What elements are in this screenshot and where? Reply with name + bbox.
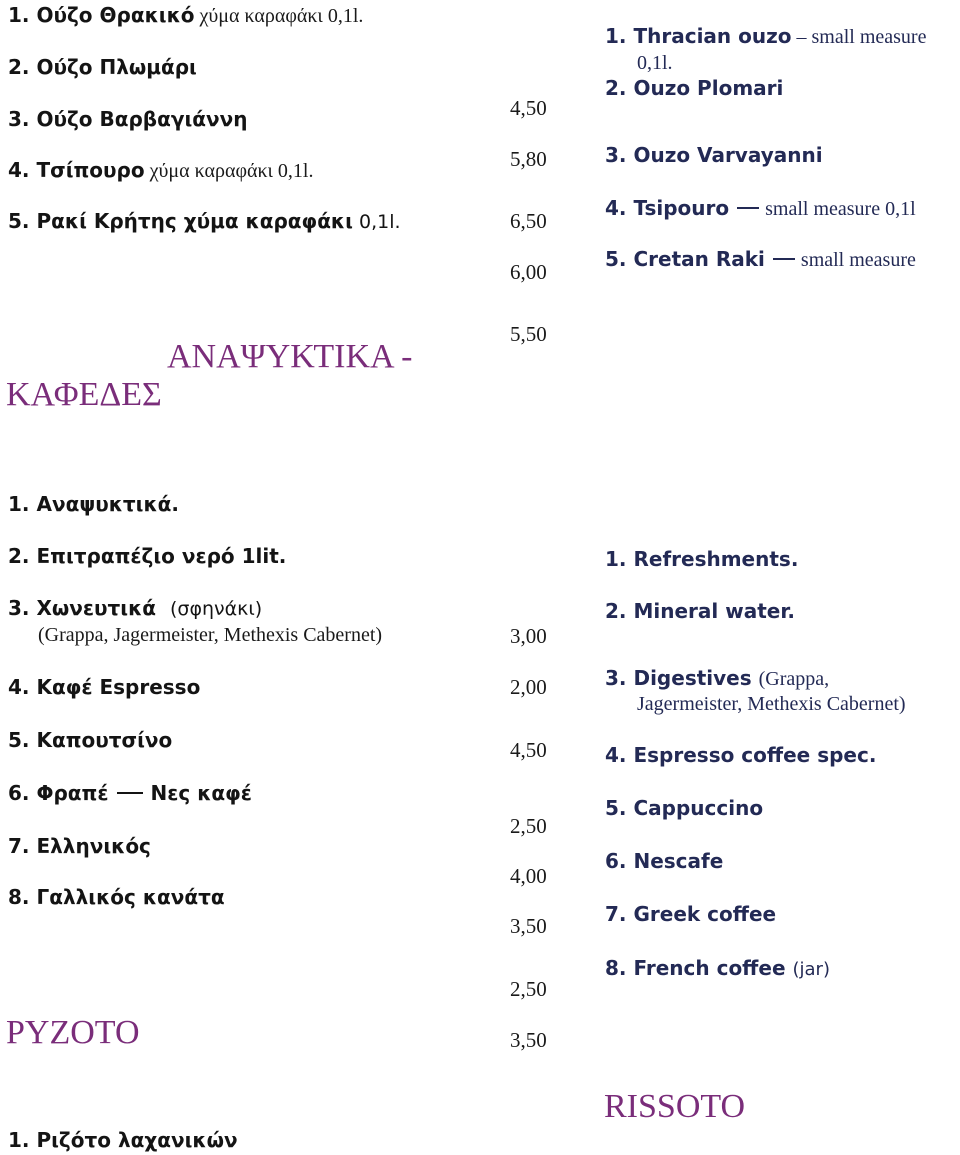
menu-item-en: 5. Cappuccino [605, 796, 764, 820]
menu-item-en: 6. Nescafe [605, 849, 724, 873]
menu-item-en: 4. Espresso coffee spec. [605, 743, 877, 767]
menu-item-gr: 5. Ρακί Κρήτης χύμα καραφάκι 0,1l. [8, 209, 401, 233]
section-heading: ΡΥΖΟΤΟ [6, 1014, 140, 1051]
menu-item-gr: 7. Ελληνικός [8, 834, 151, 858]
menu-item-gr: 1. Ούζο Θρακικό χύμα καραφάκι 0,1l. [8, 3, 364, 27]
menu-item-gr: 6. Φραπέ Νες καφέ [8, 781, 252, 805]
menu-item-gr: 1. Ριζότο λαχανικών [8, 1128, 238, 1152]
menu-item-gr: 5. Καπουτσίνο [8, 728, 173, 752]
menu-item-gr: 4. Τσίπουρο χύμα καραφάκι 0,1l. [8, 158, 314, 182]
price: 3,00 [510, 624, 547, 648]
menu-item-gr: 4. Καφέ Espresso [8, 675, 201, 699]
price: 2,50 [510, 814, 547, 838]
menu-item-en: 5. Cretan Raki small measure [605, 247, 916, 271]
menu-item-en: 2. Ouzo Plomari [605, 76, 784, 100]
menu-item-gr: 3. Χωνευτικά (σφηνάκι) [8, 596, 263, 620]
menu-item-en-sub: Jagermeister, Methexis Cabernet) [637, 693, 906, 715]
menu-item-gr: 1. Αναψυκτικά. [8, 492, 180, 516]
price: 4,00 [510, 864, 547, 888]
price: 6,50 [510, 209, 547, 233]
price: 3,50 [510, 1028, 547, 1052]
menu-item-en: 3. Digestives (Grappa, [605, 666, 830, 690]
menu-item-en: 4. Tsipouro small measure 0,1l [605, 196, 916, 220]
section-heading: ΚΑΦΕΔΕΣ [6, 376, 162, 413]
menu-item-gr: 8. Γαλλικός κανάτα [8, 885, 225, 909]
menu-item-gr: 2. Ούζο Πλωμάρι [8, 55, 197, 79]
menu-item-en-note: 0,1l. [637, 52, 673, 74]
section-heading: ΑΝΑΨΥΚΤΙΚΑ - [167, 338, 413, 375]
menu-item-en: 3. Ouzo Varvayanni [605, 143, 823, 167]
price: 2,50 [510, 977, 547, 1001]
menu-item-gr-sub: (Grappa, Jagermeister, Methexis Cabernet) [38, 624, 383, 646]
menu-item-en: 8. French coffee (jar) [605, 956, 830, 980]
menu-item-en: 1. Refreshments. [605, 547, 799, 571]
menu-item-en: 7. Greek coffee [605, 902, 777, 926]
price: 5,50 [510, 322, 547, 346]
menu-item-gr: 3. Ούζο Βαρβαγιάννη [8, 107, 248, 131]
price: 3,50 [510, 914, 547, 938]
menu-item-gr: 2. Επιτραπέζιο νερό 1lit. [8, 544, 287, 568]
price: 2,00 [510, 675, 547, 699]
price: 5,80 [510, 147, 547, 171]
price: 4,50 [510, 738, 547, 762]
section-heading: RISSOTO [604, 1088, 746, 1125]
price: 4,50 [510, 96, 547, 120]
menu-item-en: 2. Mineral water. [605, 599, 795, 623]
menu-item-en: 1. Thracian ouzo – small measure [605, 24, 927, 48]
price: 6,00 [510, 260, 547, 284]
